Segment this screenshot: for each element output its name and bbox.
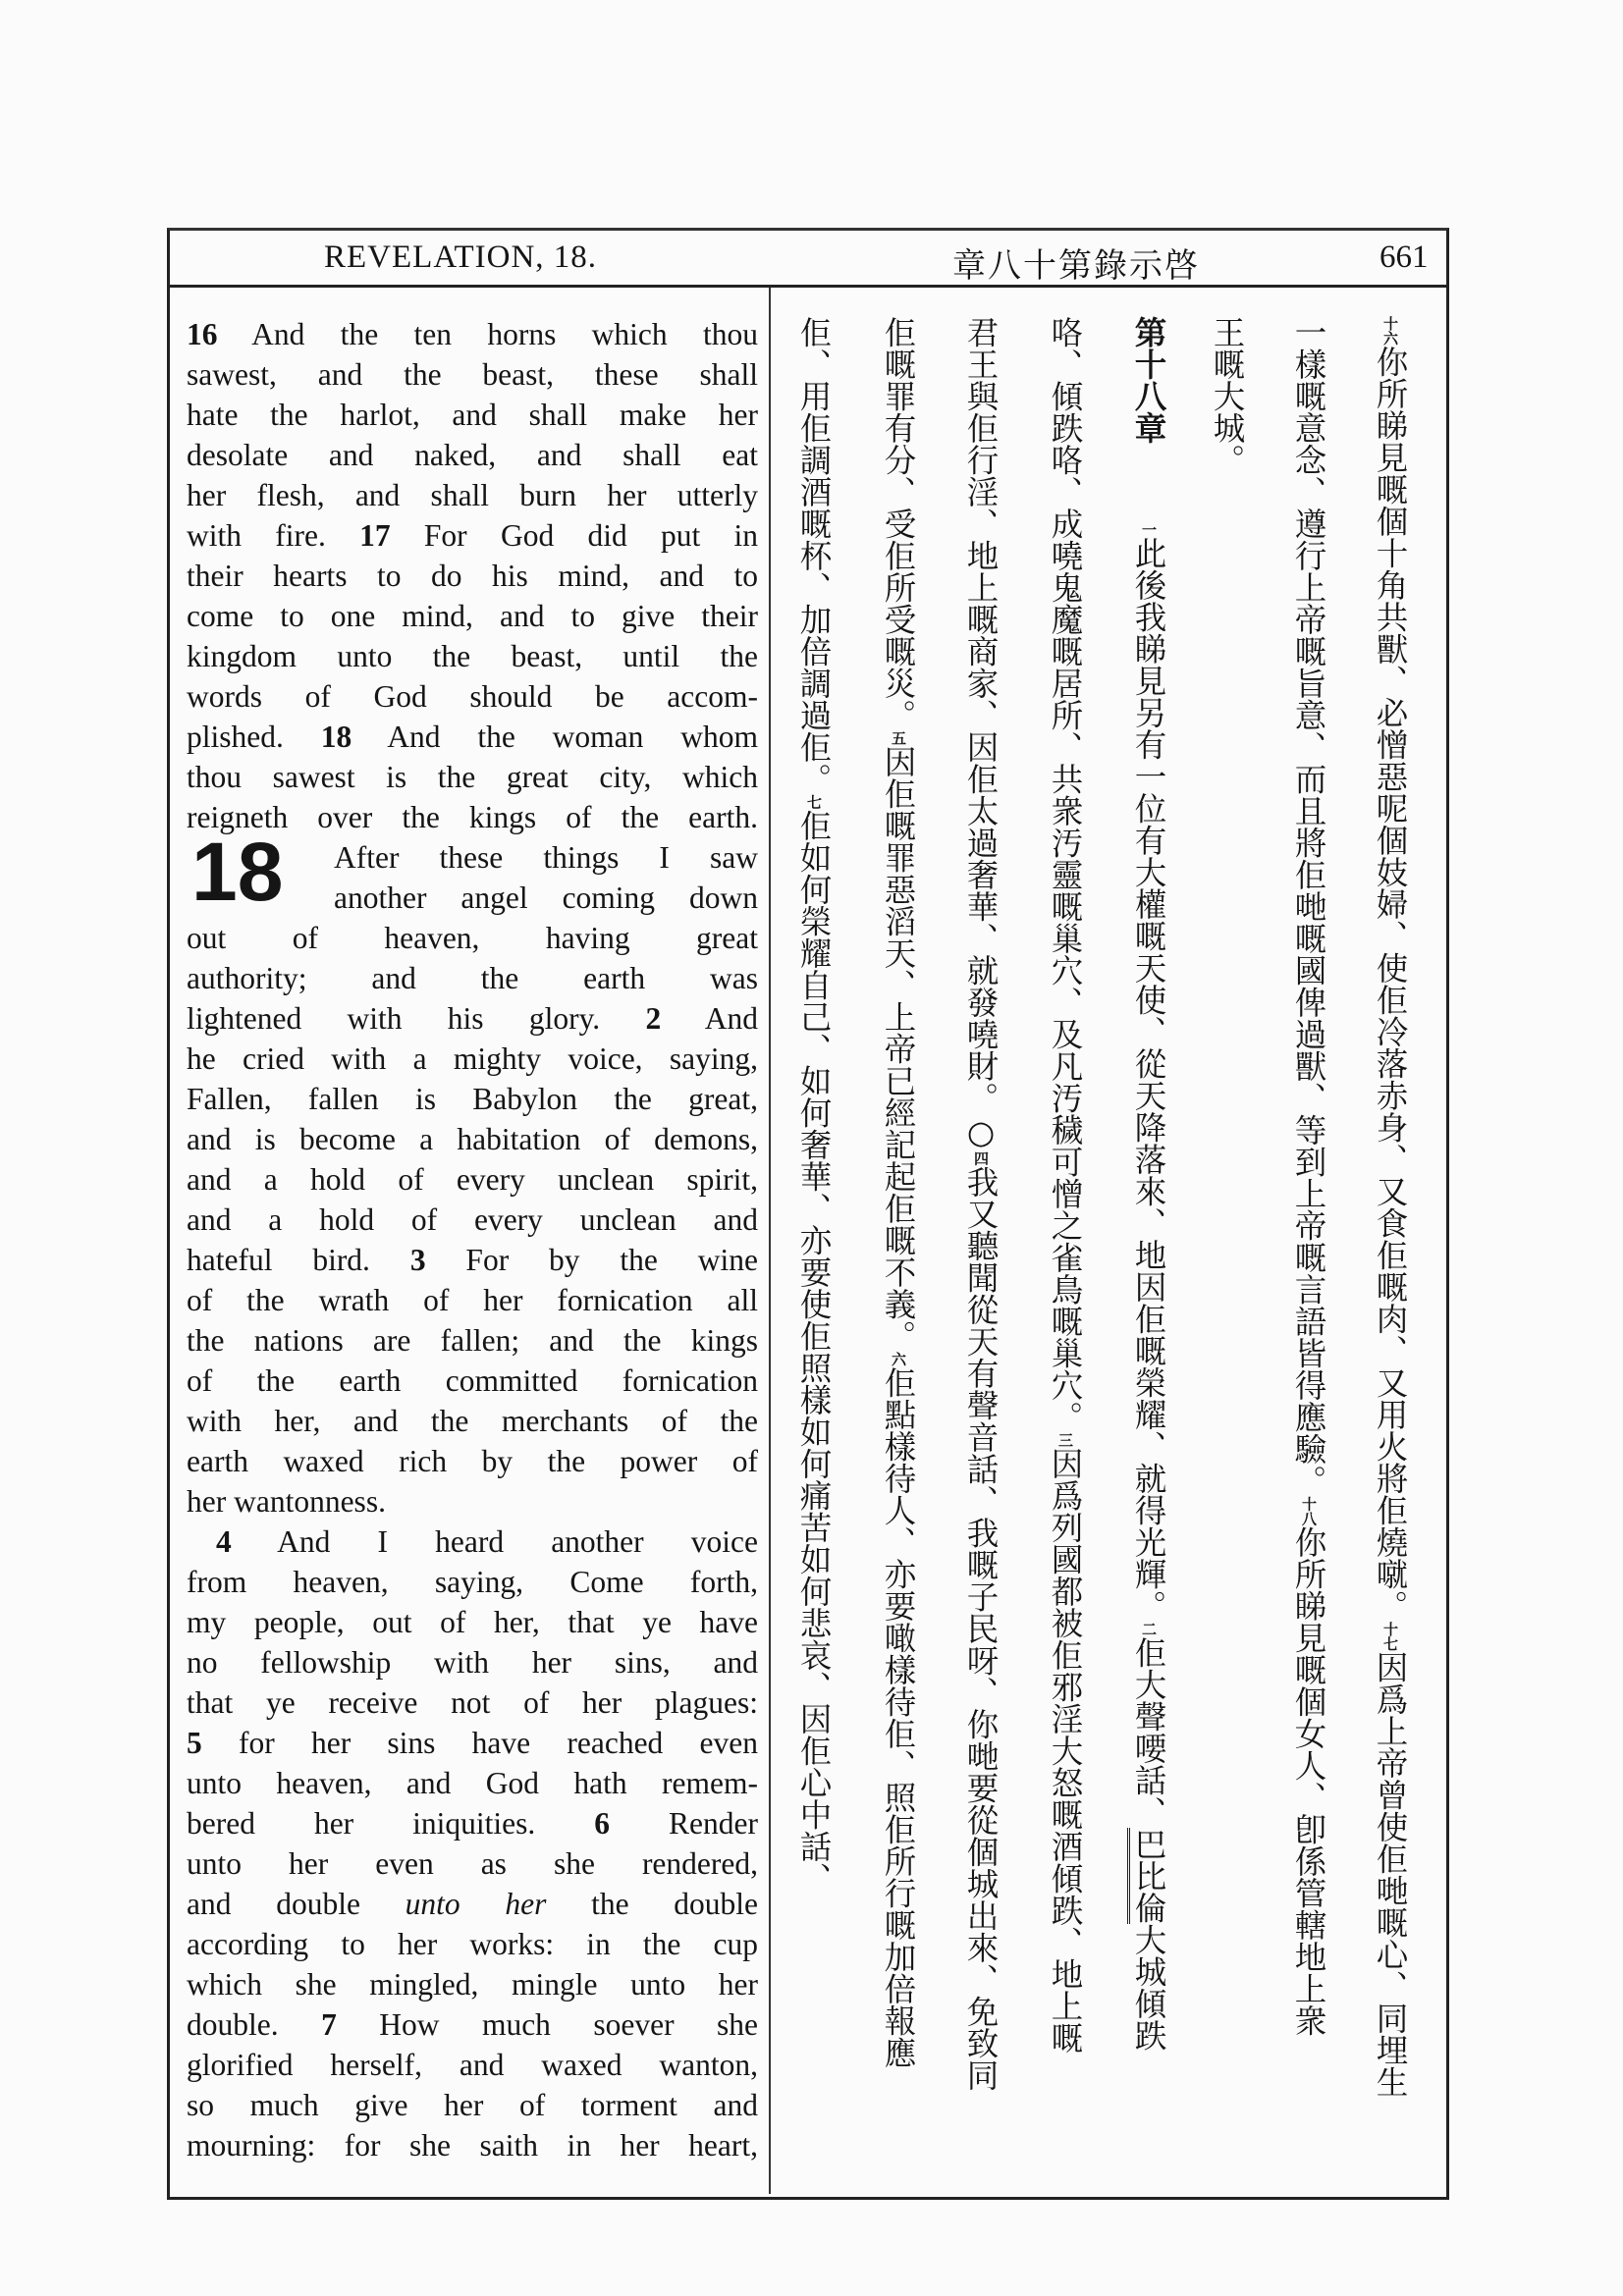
verse-number: 6 [594,1806,611,1841]
verse-text: according to her works: in the cup [187,1927,758,1961]
english-line [187,1723,758,1763]
english-line [187,2004,758,2045]
verse-text: Fallen, fallen is Babylon the great, [187,1082,758,1116]
english-line [187,1642,758,1682]
verse-number: 六 [890,1352,907,1366]
chinese-column [957,316,1001,2171]
english-line [187,1481,758,1522]
verse-text: And the woman whom [352,720,758,754]
english-line [187,1441,758,1481]
verse-text: And the ten horns which thou [217,317,758,351]
verse-text: their hearts to do his mind, and to [187,559,758,593]
english-line [187,998,758,1039]
verse-text: so much give her of torment and [187,2088,758,2122]
english-line [187,1522,758,1562]
verse-text: and double [187,1887,406,1921]
verse-text: 我又聽聞從天有聲音話、我嘅子民呀、你哋要從個城出來、免致同 [962,1165,1000,2091]
verse-number: 十六 [1381,316,1399,346]
verse-text: from heaven, saying, Come forth, [187,1565,758,1599]
chinese-column [875,316,918,2171]
column-divider [769,288,771,2194]
verse-number: 7 [321,2007,337,2042]
verse-text: For by the wine [425,1243,758,1277]
verse-text: the double [546,1887,759,1921]
verse-text: which she mingled, mingle unto her [187,1967,758,2002]
verse-text: 君王與佢行淫、地上嘅商家、因佢太過奢華、就發嘵財。○ [962,316,1000,1151]
chinese-column [1285,316,1328,2171]
verse-text: 大城傾跌 [1130,1923,1167,2052]
verse-text: hate the harlot, and shall make her [187,398,758,432]
verse-text: no fellowship with her sins, and [187,1645,758,1680]
verse-text: 你所睇見嘅個十角共獸、必憎惡呢個妓婦、使佢冷落赤身、又食佢嘅肉、又用火將佢燒噈。 [1372,346,1409,1622]
english-line [187,878,758,918]
english-line [187,636,758,676]
verse-number: 17 [359,518,391,553]
verse-text: another angel coming down [334,881,758,915]
verse-text: 佢大聲喓話、 [1130,1636,1167,1828]
verse-number: 一 [1140,522,1158,537]
english-line [187,717,758,757]
english-line [187,1803,758,1843]
english-line [187,1119,758,1159]
english-line [187,2125,758,2165]
english-line [187,556,758,596]
verse-text: 你所睇見嘅個女人、卽係管轄地上衆 [1290,1525,1327,2037]
verse-text: 因爲列國都被佢邪淫大怒嘅酒傾跌、地上嘅 [1047,1447,1084,2054]
running-head-chinese: 章八十第錄示啓 [952,246,1200,286]
verse-text: for her sins have reached even [201,1726,758,1760]
english-line [187,1079,758,1119]
verse-text: unto her even as she rendered, [187,1846,758,1881]
english-line [187,1200,758,1240]
chapter-drop-cap: 18 [191,826,284,918]
verse-text: my people, out of her, that ye have [187,1605,758,1639]
verse-text: kingdom unto the beast, until the [187,639,758,673]
verse-number: 2 [645,1001,662,1036]
page-number: 661 [1380,240,1429,275]
verse-text: he cried with a mighty voice, saying, [187,1041,758,1076]
verse-number: 十八 [1300,1496,1318,1526]
english-line [187,435,758,475]
verse-text: Render [610,1806,759,1841]
verse-text: After these things I saw [334,840,758,875]
verse-number: 16 [187,317,218,351]
english-line [187,1884,758,1924]
english-line [187,2045,758,2085]
verse-text: 佢、用佢調酒嘅杯、加倍調過佢。 [795,316,833,795]
english-line [187,676,758,717]
chinese-column [1125,316,1168,2171]
verse-text: 咯、傾跌咯、成嘵鬼魔嘅居所、共衆汚靈嘅巢穴、及凡汚穢可憎之雀鳥嘅巢穴。 [1047,316,1084,1433]
english-line [187,475,758,515]
verse-text: double. [187,2007,322,2042]
verse-number: 三 [1056,1432,1074,1448]
verse-text: and is become a habitation of demons, [187,1122,758,1156]
verse-text: And I heard another voice [231,1524,758,1559]
header-rule [167,285,1449,288]
verse-number: 18 [320,720,352,754]
verse-text: bered her iniquities. [187,1806,595,1841]
english-line [187,1320,758,1361]
verse-text: that ye receive not of her plagues: [187,1685,758,1720]
verse-number: 4 [216,1524,232,1559]
english-line [187,837,758,878]
verse-text: glorified herself, and waxed wanton, [187,2048,758,2082]
english-line [187,797,758,837]
verse-number: 十七 [1381,1622,1399,1651]
verse-text: plished. [187,720,321,754]
verse-number: 四 [972,1150,990,1166]
verse-text: hateful bird. [187,1243,410,1277]
verse-text: the nations are fallen; and the kings [187,1323,758,1358]
english-line [187,1039,758,1079]
verse-text: sawest, and the beast, these shall [187,357,758,392]
english-line [187,1843,758,1884]
verse-text: words of God should be accom- [187,679,758,714]
chinese-column [790,316,834,2171]
verse-text: desolate and naked, and shall eat [187,438,758,472]
english-line [187,395,758,435]
chapter-heading: 第十八章 [1130,316,1167,444]
english-line [187,958,758,998]
verse-text: lightened with his glory. [187,1001,646,1036]
verse-number: 5 [187,1726,202,1760]
verse-text: reigneth over the kings of the earth. [187,800,758,834]
english-line [187,1924,758,1964]
verse-number: 3 [409,1243,426,1277]
verse-text: with her, and the merchants of the [187,1404,758,1438]
verse-text: 佢如何榮耀自己、如何奢華、亦要使佢照樣如何痛苦如何悲哀、因佢心中話、 [795,809,833,1895]
chinese-column [1042,316,1085,2171]
verse-text: her wantonness. [187,1484,386,1519]
proper-name: 巴比倫 [1127,1828,1167,1924]
verse-text: thou sawest is the great city, which [187,760,758,794]
verse-number: 五 [890,730,907,746]
verse-text: 王嘅大城。 [1209,316,1246,476]
verse-text: mourning: for she saith in her heart, [187,2128,758,2163]
verse-text: 一樣嘅意念、遵行上帝嘅旨意、而且將佢哋嘅國俾過獸、等到上帝嘅言語皆得應驗。 [1290,316,1327,1497]
verse-text: 因爲上帝曾使佢哋嘅心、同埋生 [1372,1651,1409,2098]
english-line [187,1401,758,1441]
verse-text: authority; and the earth was [187,961,758,995]
chinese-column [1367,316,1410,2171]
english-line [187,1964,758,2004]
verse-number: 二 [1140,1622,1158,1636]
verse-text: come to one mind, and to give their [187,599,758,633]
verse-text: For God did put in [390,518,759,553]
chinese-column [1204,316,1247,2171]
english-line [187,1280,758,1320]
verse-text: How much soever she [336,2007,759,2042]
verse-text: earth waxed rich by the power of [187,1444,758,1478]
verse-text: 因佢嘅罪惡滔天、上帝已經記起佢嘅不義。 [880,745,917,1352]
running-head-english: REVELATION, 18. [324,240,598,275]
english-line [187,354,758,395]
english-line [187,1361,758,1401]
verse-text: out of heaven, having great [187,921,758,955]
verse-text: 佢點樣待人、亦要噉樣待佢、照佢所行嘅加倍報應 [880,1366,917,2068]
verse-text: of the earth committed fornication [187,1363,758,1398]
english-line [187,2085,758,2125]
english-line [187,918,758,958]
verse-number: 七 [805,794,823,810]
english-line [187,757,758,797]
verse-text: and a hold of every unclean and [187,1202,758,1237]
verse-text: of the wrath of her fornication all [187,1283,758,1317]
verse-text: and a hold of every unclean spirit, [187,1162,758,1197]
english-line [187,515,758,556]
verse-text: And [661,1001,758,1036]
english-line [187,314,758,354]
verse-text: with fire. [187,518,360,553]
english-line [187,1602,758,1642]
verse-text: 佢嘅罪有分、受佢所受嘅災。 [880,316,917,731]
verse-text: her flesh, and shall burn her utterly [187,478,758,512]
verse-text: 此後我睇見另有一位有大權嘅天使、從天降落來、地因佢嘅榮耀、就得光輝。 [1130,537,1167,1622]
english-text-column [187,314,758,2165]
english-line [187,1562,758,1602]
italic-text: unto her [405,1887,547,1921]
english-line [187,1682,758,1723]
verse-text: unto heaven, and God hath remem- [187,1766,758,1800]
english-line [187,596,758,636]
english-line [187,1763,758,1803]
english-line [187,1240,758,1280]
english-line [187,1159,758,1200]
